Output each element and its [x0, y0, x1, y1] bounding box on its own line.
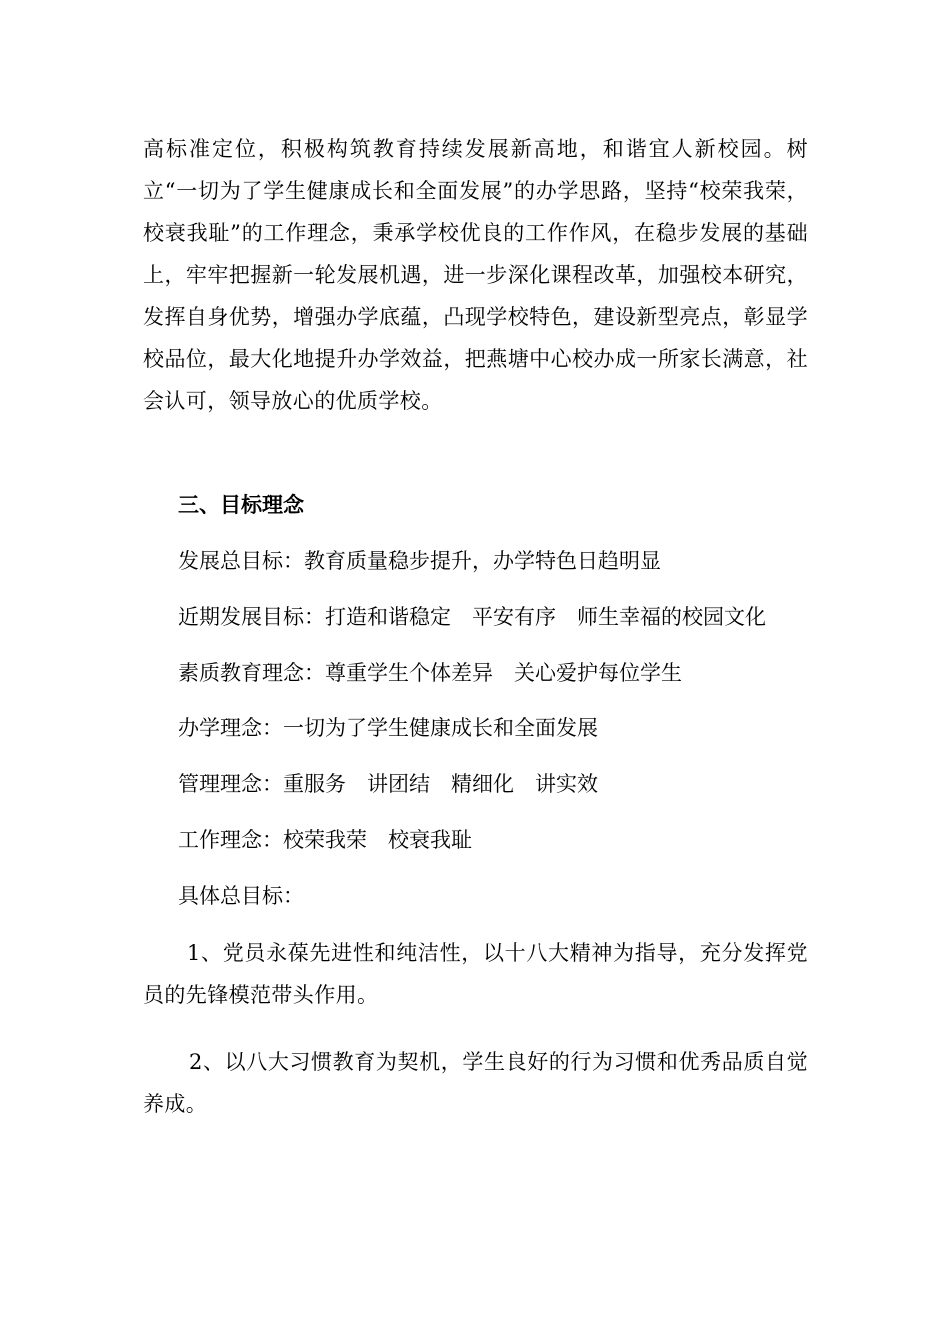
work-philosophy: 工作理念：校荣我荣 校衰我耻 [178, 828, 472, 852]
goal-item-1: 1、党员永葆先进性和纯洁性，以十八大精神为指导，充分发挥党员的先锋模范带头作用。 [143, 941, 808, 1007]
goal-item-2: 2、以八大习惯教育为契机，学生良好的行为习惯和优秀品质自觉养成。 [143, 1050, 808, 1116]
quality-education-philosophy: 素质教育理念：尊重学生个体差异 关心爱护每位学生 [178, 661, 682, 685]
section-heading: 三、目标理念 [178, 492, 304, 517]
overall-goal: 发展总目标：教育质量稳步提升，办学特色日趋明显 [178, 549, 661, 573]
near-term-goal: 近期发展目标：打造和谐稳定 平安有序 师生幸福的校园文化 [178, 605, 766, 629]
specific-goals-label: 具体总目标： [178, 884, 304, 908]
management-philosophy: 管理理念：重服务 讲团结 精细化 讲实效 [178, 772, 598, 796]
intro-paragraph: 高标准定位，积极构筑教育持续发展新高地，和谐宜人新校园。树立“一切为了学生健康成长和全面发展”的办学思路，坚持“校荣我荣，校衰我耻”的工作理念，秉承学校优良的工作作风，在稳步发展的基础上，牢牢把握新一轮发展机遇，进一步深化课程改革，加强校本研究，发挥自身优势，增强办学底蕴，凸现学校特色，建设新型亮点，彰显学校品位，最大化地提升办学效益，把燕塘中心校办成一所家长满意，社会认可，领导放心的优质学校。 [143, 137, 808, 413]
school-philosophy: 办学理念：一切为了学生健康成长和全面发展 [178, 716, 598, 740]
